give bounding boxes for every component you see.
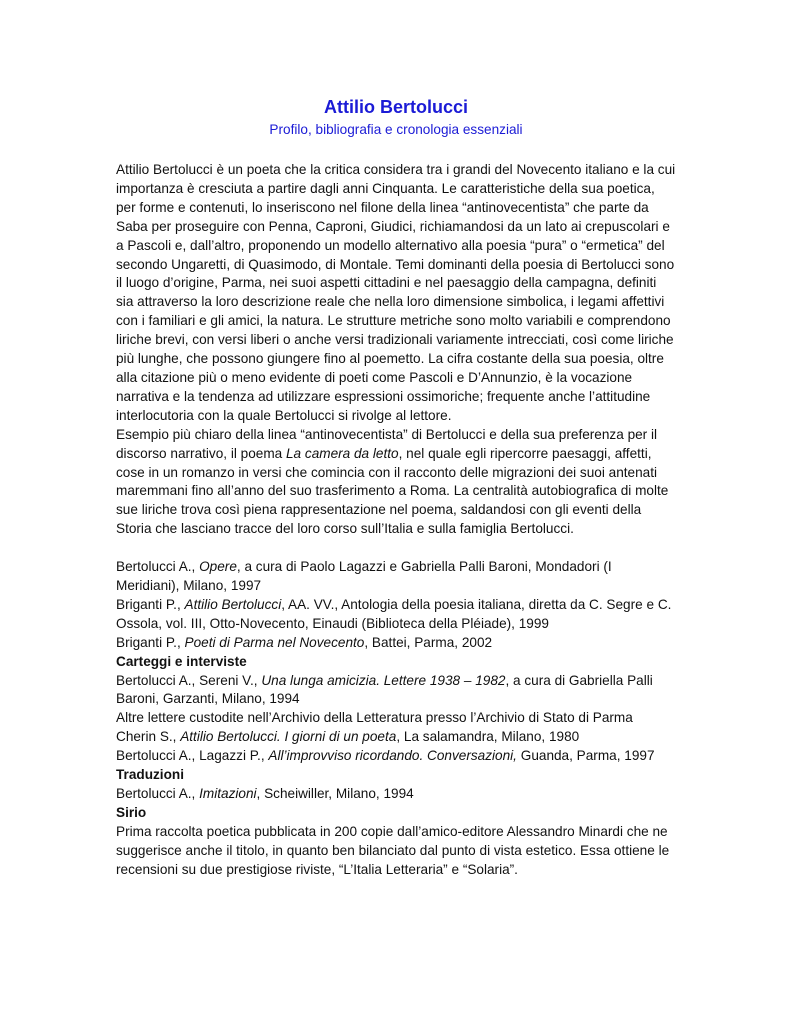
section-heading-carteggi: Carteggi e interviste [116, 653, 247, 669]
work-title: Attilio Bertolucci [184, 596, 282, 612]
profile-paragraph-2 [116, 426, 676, 539]
text-run: Bertolucci A., Sereni V., [116, 672, 262, 688]
work-title: All’improvviso ricordando. Conversazioni, [268, 748, 517, 764]
work-title: Attilio Bertolucci. I giorni di un poeta [180, 729, 397, 745]
work-title: Poeti di Parma nel Novecento [184, 634, 365, 650]
section-heading-traduzioni: Traduzioni [116, 767, 184, 783]
sirio-paragraph: Prima raccolta poetica pubblicata in 200 copie dall’amico-editore Alessandro Minardi che ne suggerisce anche il titolo, in quanto ben bilanciato dal punto di vista estetico. Essa ottiene le recensioni su due prestigiose riviste, “L’Italia Letteraria” e “Solaria”. [116, 823, 670, 877]
text-run: Altre lettere custodite nell’Archivio della Letteratura presso l’Archivio di Stato di Parma [116, 710, 633, 726]
work-title: Imitazioni [199, 786, 257, 801]
work-title: La camera da letto [286, 445, 399, 461]
document-title: Attilio Bertolucci [323, 97, 468, 117]
bibliography-entry [116, 728, 676, 747]
text-run: Briganti P., [116, 634, 185, 650]
text-run: , Battei, Parma, 2002 [364, 634, 493, 650]
text-run: Bertolucci A., [116, 786, 200, 801]
work-title: Opere [199, 559, 237, 575]
text-run: Esempio più chiaro della linea “antinovecentista” di Bertolucci e della sua preferenza per il discorso narrativo, il poema [116, 426, 658, 461]
text-run: , La salamandra, Milano, 1980 [396, 729, 580, 745]
document-page [116, 96, 676, 880]
spacer [116, 539, 676, 558]
text-run: Briganti P., [116, 596, 185, 612]
text-run: , AA. VV., Antologia della poesia italiana, diretta da C. Segre e C. Ossola, vol. III, Otto-Novecento, Einaudi (Biblioteca della Pléiade), 1999 [116, 596, 672, 631]
text-run: Guanda, Parma, 1997 [516, 748, 655, 764]
text-run: , nel quale egli ripercorre paesaggi, affetti, cose in un romanzo in versi che comincia con il racconto delle migrazioni dei suoi antenati maremmani fino all’anno del suo trasferimento a Roma. La centralità autobiografica di molte sue liriche trova così piena rappresentazione nel poema, saldandosi con gli eventi della Storia che lasciano tracce del loro corso sull’Italia e sulla famiglia Bertolucci. [116, 445, 669, 537]
text-run: Cherin S., [116, 729, 181, 745]
document-subtitle: Profilo, bibliografia e cronologia essenziali [269, 122, 523, 137]
bibliography-entry [116, 747, 676, 766]
text-run: Bertolucci A., [116, 559, 200, 575]
section-heading-sirio: Sirio [116, 804, 147, 820]
text-run: , a cura di Paolo Lagazzi e Gabriella Palli Baroni, Mondadori (I Meridiani), Milano, 1997 [116, 559, 612, 594]
text-run: , a cura di Gabriella Palli Baroni, Garzanti, Milano, 1994 [116, 672, 653, 707]
bibliography-entry [116, 634, 676, 653]
bibliography-entry [116, 672, 676, 710]
profile-paragraph-1: Attilio Bertolucci è un poeta che la critica considera tra i grandi del Novecento italiano e la cui importanza è cresciuta a partire dagli anni Cinquanta. Le caratteristiche della sua poetica, per forme e contenuti, lo inseriscono nel filone della linea “antinovecentista” che parte da Saba per proseguire con Penna, Caproni, Giudici, richiamandosi da un lato ai crepuscolari e a Pascoli e, dall’altro, proponendo un modello alternativo alla poesia “pura” o “ermetica” del secondo Ungaretti, di Quasimodo, di Montale. Temi dominanti della poesia di Bertolucci sono il luogo d’origine, Parma, nei suoi aspetti cittadini e nel paesaggio della campagna, definiti sia attraverso la loro descrizione reale che nella loro dimensione simbolica, i legami affettivi con i familiari e gli amici, la natura. Le strutture metriche sono molto variabili e comprendono liriche brevi, con versi liberi o anche versi tradizionali variamente intrecciati, così come liriche più lunghe, che possono giungere fino al poemetto. La cifra costante della sua poesia, oltre alla citazione più o meno evidente di poeti come Pascoli e D’Annunzio, è la vocazione narrativa e la tendenza ad utilizzare espressioni ossimoriche; frequente anche l’attitudine interlocutoria con la quale Bertolucci si rivolge al lettore. [116, 162, 676, 423]
text-run: , Scheiwiller, Milano, 1994 [256, 786, 414, 801]
bibliography-entry [116, 709, 676, 728]
bibliography-entry [116, 558, 676, 596]
text-run: Bertolucci A., Lagazzi P., [116, 748, 269, 764]
bibliography-entry [116, 596, 676, 634]
bibliography-entry [116, 785, 676, 804]
work-title: Una lunga amicizia. Lettere 1938 – 1982 [261, 672, 506, 688]
